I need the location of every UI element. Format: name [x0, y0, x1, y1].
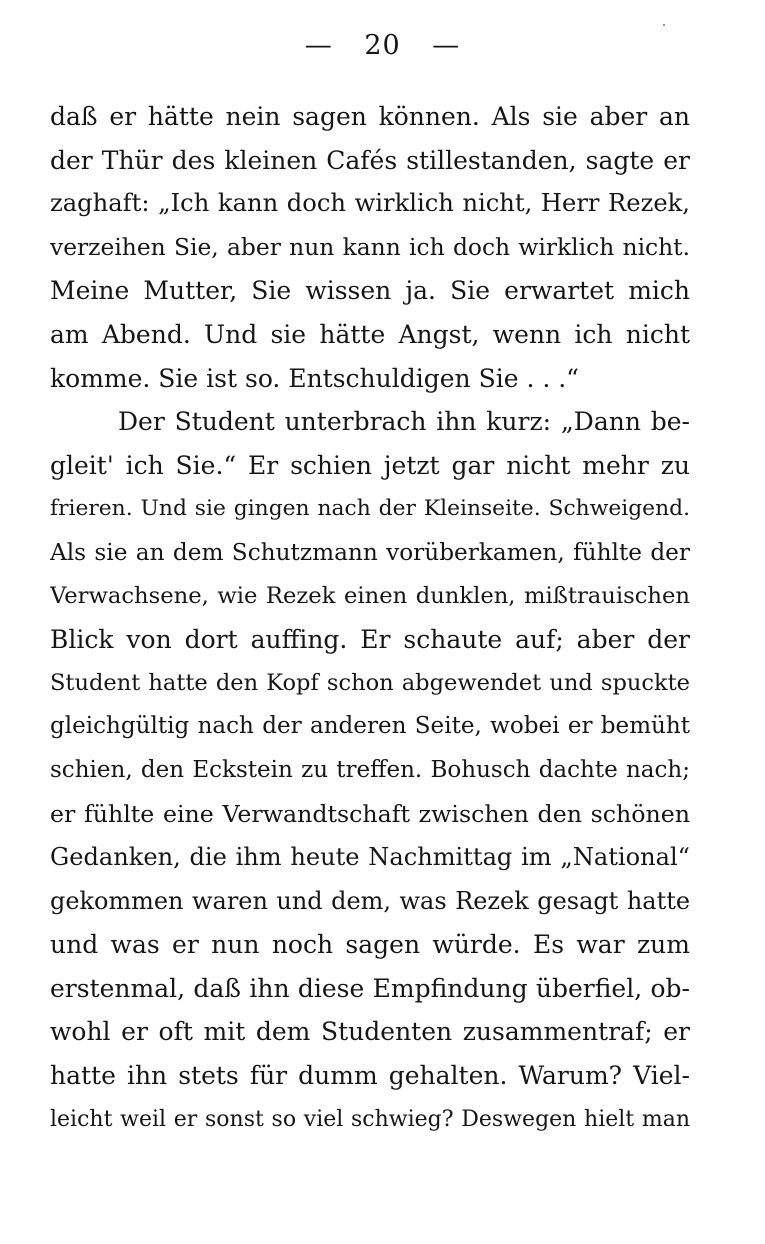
text-line: Meine Mutter, Sie wissen ja. Sie erwartet mich [50, 276, 690, 306]
text-line: am Abend. Und sie hätte Angst, wenn ich nicht [50, 319, 690, 349]
page-body-text [50, 95, 690, 1141]
text-line: schien, den Eckstein zu treffen. Bohusch dachte nach; [50, 756, 690, 783]
header-dash-right: — [432, 30, 461, 61]
text-line: erstenmal, daß ihn diese Empfindung überfiel, ob- [50, 973, 690, 1003]
text-line: komme. Sie ist so. Entschuldigen Sie . . .“ [50, 363, 579, 393]
page-header [0, 28, 765, 64]
text-line: leicht weil er sonst so viel schwieg? Deswegen hielt man [50, 1106, 690, 1132]
text-line: frieren. Und sie gingen nach der Kleinseite. Schweigend. [50, 496, 690, 522]
text-line: wohl er oft mit dem Studenten zusammentraf; er [50, 1017, 690, 1047]
text-line: gekommen waren und dem, was Rezek gesagt hatte [50, 886, 690, 915]
text-line: gleichgültig nach der anderen Seite, wobei er bemüht [50, 713, 690, 740]
text-line: Als sie an dem Schutzmann vorüberkamen, fühlte der [50, 538, 690, 566]
text-line: Verwachsene, wie Rezek einen dunklen, mißtrauischen [50, 582, 690, 609]
page-number: 20 [364, 30, 401, 61]
text-line: er fühlte eine Verwandtschaft zwischen den schönen [50, 799, 690, 828]
text-line: Blick von dort auffing. Er schaute auf; aber der [50, 625, 690, 655]
text-line: der Thür des kleinen Cafés stillestanden, sagte er [50, 145, 690, 175]
text-line: daß er hätte nein sagen können. Als sie aber an [50, 102, 690, 131]
print-speck [663, 24, 665, 26]
text-line: Gedanken, die ihm heute Nachmittag im „National“ [50, 843, 690, 872]
header-dash-left: — [304, 30, 333, 61]
text-line: und was er nun noch sagen würde. Es war zum [50, 930, 690, 960]
text-line: verzeihen Sie, aber nun kann ich doch wirklich nicht. [50, 232, 690, 261]
paragraph-first-line: Der Student unterbrach ihn kurz: „Dann be- [118, 407, 690, 437]
text-line: gleit' ich Sie.“ Er schien jetzt gar nicht mehr zu [50, 450, 690, 480]
text-line: zaghaft: „Ich kann doch wirklich nicht, Herr Rezek, [50, 189, 690, 218]
text-line: Student hatte den Kopf schon abgewendet und spuckte [50, 669, 690, 696]
text-line: hatte ihn stets für dumm gehalten. Warum? Viel- [50, 1061, 690, 1091]
